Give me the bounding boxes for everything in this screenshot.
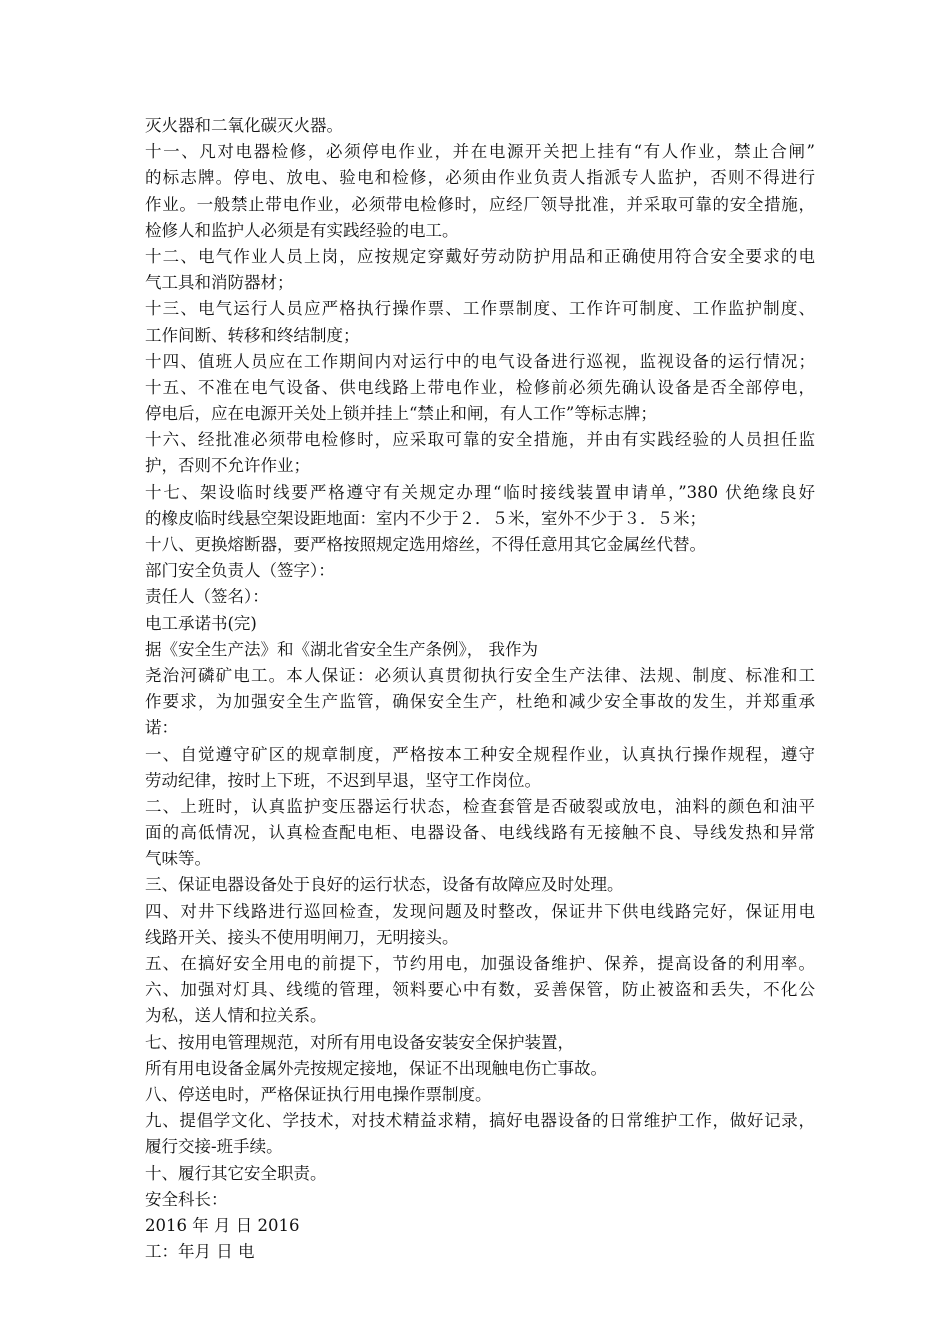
text-line: 十、履行其它安全职责。 — [145, 1163, 327, 1183]
text-line: 据《安全生产法》和《湖北省安全生产条例》， 我作为 — [145, 639, 538, 659]
text-line: 诺： — [145, 718, 178, 738]
text-line: 为私，送人情和拉关系。 — [145, 1006, 327, 1026]
text-line: 十三、电气运行人员应严格执行操作票、工作票制度、工作许可制度、工作监护制度、 — [145, 299, 815, 319]
text-line: 检修人和监护人必须是有实践经验的电工。 — [145, 220, 459, 240]
text-line: 四、对井下线路进行巡回检查，发现问题及时整改，保证井下供电线路完好，保证用电 — [145, 901, 815, 921]
text-line: 五、在搞好安全用电的前提下，节约用电，加强设备维护、保养，提高设备的利用率。 — [145, 954, 815, 973]
text-line: 十七、架设临时线要严格遵守有关规定办理“临时接线装置申请单，”380 伏绝缘良好 — [145, 482, 815, 502]
text-line: 十六、经批准必须带电检修时，应采取可靠的安全措施，并由有实践经验的人员担任监 — [145, 430, 815, 450]
text-line: 十一、凡对电器检修，必须停电作业，并在电源开关把上挂有“有人作业，禁止合闸” — [145, 142, 815, 162]
text-line: 所有用电设备金属外壳按规定接地，保证不出现触电伤亡事故。 — [145, 1058, 607, 1078]
text-line: 一、自觉遵守矿区的规章制度，严格按本工种安全规程作业，认真执行操作规程，遵守 — [145, 744, 815, 764]
text-line: 面的高低情况，认真检查配电柜、电器设备、电线线路有无接触不良、导线发热和异常 — [145, 823, 815, 843]
text-line: 工作间断、转移和终结制度； — [145, 325, 360, 345]
text-line: 气味等。 — [145, 849, 211, 869]
text-line: 工：年月 日 电 — [145, 1242, 255, 1262]
text-line: 安全科长： — [145, 1189, 228, 1209]
text-line: 十四、值班人员应在工作期间内对运行中的电气设备进行巡视，监视设备的运行情况； — [145, 351, 815, 371]
text-line: 十二、电气作业人员上岗，应按规定穿戴好劳动防护用品和正确使用符合安全要求的电 — [145, 246, 815, 266]
text-line: 灭火器和二氧化碳灭火器。 — [145, 116, 343, 135]
text-line: 作要求，为加强安全生产监管，确保安全生产，杜绝和减少安全事故的发生，并郑重承 — [145, 692, 815, 712]
text-line: 七、按用电管理规范，对所有用电设备安装安全保护装置， — [145, 1032, 574, 1052]
text-line: 三、保证电器设备处于良好的运行状态，设备有故障应及时处理。 — [145, 875, 624, 895]
text-line: 停电后，应在电源开关处上锁并挂上“禁止和闸，有人工作”等标志牌； — [145, 404, 657, 424]
text-line: 作业。一般禁止带电作业，必须带电检修时，应经厂领导批准，并采取可靠的安全措施， — [145, 194, 815, 214]
text-line: 六、加强对灯具、线缆的管理，领料要心中有数，妥善保管，防止被盗和丢失，不化公 — [145, 980, 815, 1000]
text-line: 电工承诺书(完) — [145, 613, 257, 633]
text-line: 护，否则不允许作业； — [145, 456, 310, 476]
text-line: 责任人（签名）： — [145, 587, 269, 607]
text-line: 2016 年 月 日 2016 — [145, 1215, 300, 1235]
text-line: 的标志牌。停电、放电、验电和检修，必须由作业负责人指派专人监护，否则不得进行 — [145, 168, 815, 188]
text-line: 二、上班时，认真监护变压器运行状态，检查套管是否破裂或放电，油料的颜色和油平 — [145, 796, 815, 816]
text-line: 十八、更换熔断器，要严格按照规定选用熔丝，不得任意用其它金属丝代替。 — [145, 535, 706, 554]
text-line: 十五、不准在电气设备、供电线路上带电作业，检修前必须先确认设备是否全部停电， — [145, 377, 815, 397]
text-line: 九、提倡学文化、学技术，对技术精益求精，搞好电器设备的日常维护工作，做好记录， — [145, 1111, 815, 1131]
text-line: 的橡皮临时线悬空架设距地面：室内不少于２．５米，室外不少于３．５米； — [145, 508, 706, 528]
text-line: 部门安全负责人（签字）： — [145, 561, 335, 581]
text-line: 履行交接-班手续。 — [145, 1137, 283, 1157]
text-line: 劳动纪律，按时上下班，不迟到早退，坚守工作岗位。 — [145, 770, 541, 790]
text-line: 气工具和消防器材； — [145, 273, 294, 293]
text-line: 线路开关、接头不使用明闸刀，无明接头。 — [145, 927, 459, 947]
text-line: 八、停送电时，严格保证执行用电操作票制度。 — [145, 1084, 492, 1104]
document-body — [145, 113, 815, 1265]
text-line: 尧治河磷矿电工。本人保证：必须认真贯彻执行安全生产法律、法规、制度、标准和工 — [145, 665, 815, 685]
